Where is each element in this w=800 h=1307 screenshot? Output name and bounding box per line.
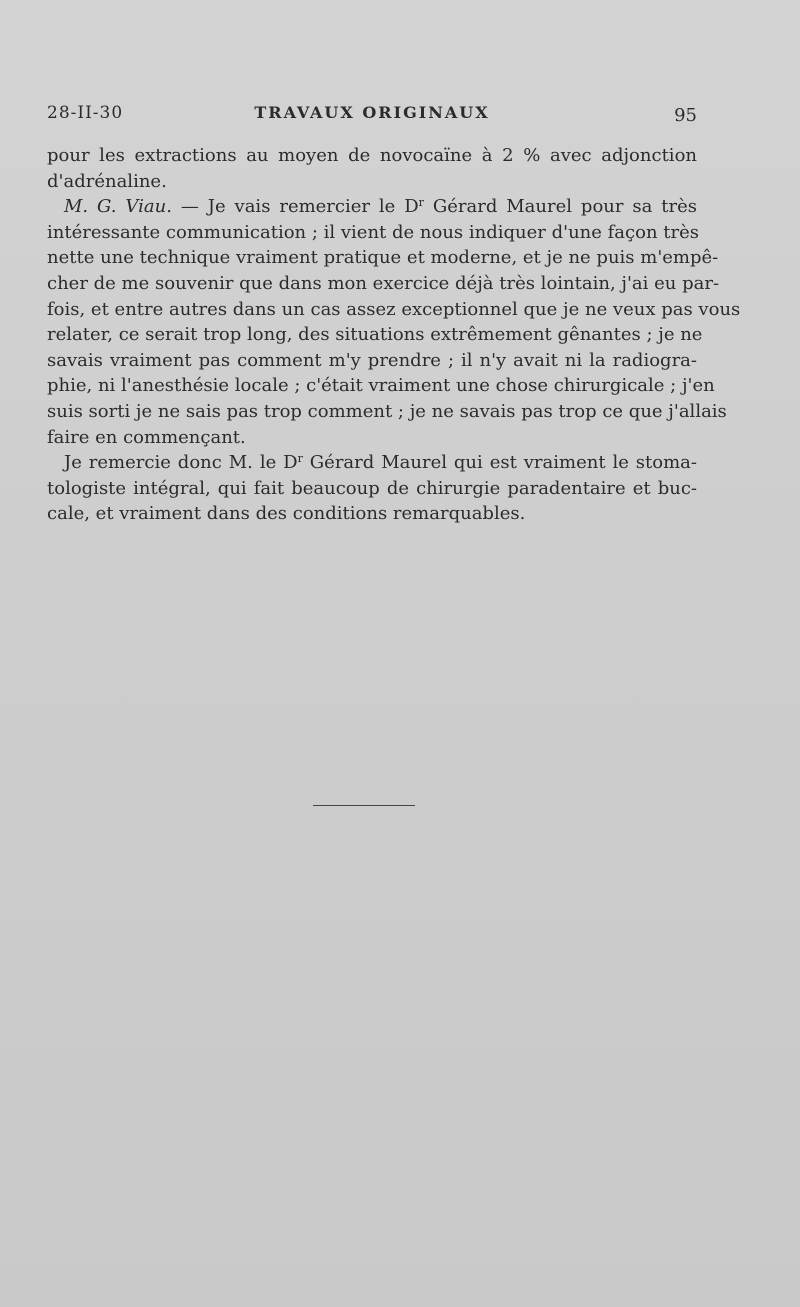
text-line: fois, et entre autres dans un cas assez exceptionnel que je ne veux pas vous [47, 298, 741, 320]
text-line: cale, et vraiment dans des conditions remarquables. [47, 503, 526, 525]
header-date: 28-II-30 [47, 103, 124, 123]
superscript: r [418, 196, 424, 210]
text-line: cher de me souvenir que dans mon exercice déjà très lointain, j'ai eu par- [47, 272, 720, 294]
text-fragment: Gérard Maurel qui est vraiment le stoma- [302, 452, 697, 474]
speaker-line [47, 194, 697, 220]
text-line: phie, ni l'anesthésie locale ; c'était vraiment une chose chirurgicale ; j'en [47, 375, 715, 397]
text-line: intéressante communication ; il vient de nous indiquer d'une façon très [47, 221, 699, 243]
running-header [47, 103, 697, 129]
text-line: nette une technique vraiment pratique et moderne, et je ne puis m'empê- [47, 247, 719, 269]
text-line [47, 450, 697, 476]
text-line: pour les extractions au moyen de novocaïne à 2 % avec adjonction [47, 145, 697, 166]
text-line: savais vraiment pas comment m'y prendre ; il n'y avait ni la radiogra- [47, 349, 697, 371]
text-line: relater, ce serait trop long, des situations extrêmement gênantes ; je ne [47, 324, 703, 346]
text-fragment: Je remercie donc M. le D [64, 452, 298, 474]
speaker-name: M. G. Viau. [64, 196, 172, 218]
page-number: 95 [674, 105, 697, 126]
text-fragment: Gérard Maurel pour sa très [423, 196, 697, 218]
header-title: TRAVAUX ORIGINAUX [254, 103, 490, 122]
text-line: faire en commençant. [47, 426, 246, 448]
section-divider [313, 805, 415, 806]
body-text [47, 143, 741, 527]
text-fragment: — Je vais remercier le D [180, 196, 419, 218]
superscript: r [297, 452, 303, 466]
text-line: tologiste intégral, qui fait beaucoup de chirurgie paradentaire et buc- [47, 477, 697, 499]
text-line: d'adrénaline. [47, 170, 167, 192]
text-line: suis sorti je ne sais pas trop comment ; je ne savais pas trop ce que j'allais [47, 400, 727, 422]
